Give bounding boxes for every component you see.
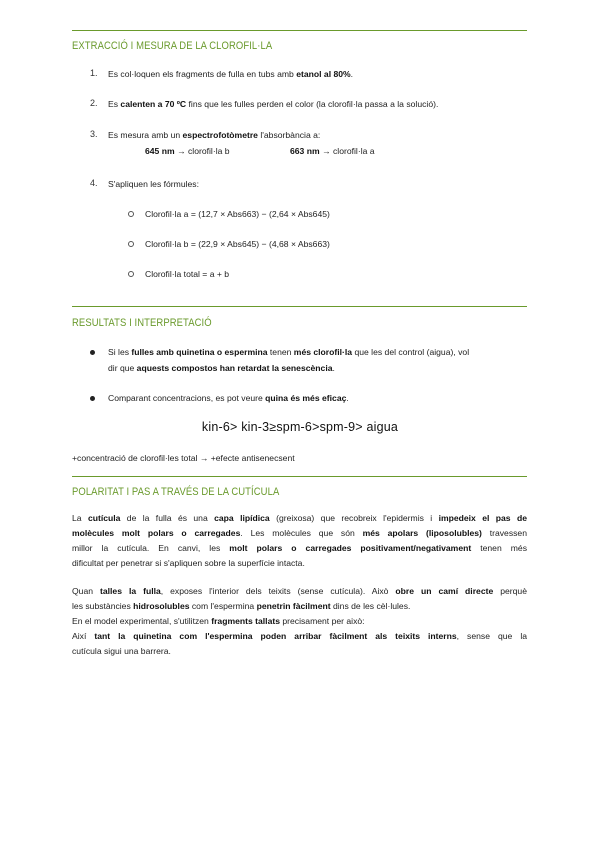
wavelength-663: 663 nm → clorofil·la a	[290, 146, 375, 156]
step-4-text: S'apliquen les fórmules:	[108, 179, 199, 189]
hollow-bullet-icon	[128, 271, 134, 277]
formula-chlorophyll-total: Clorofil·la total = a + b	[145, 269, 230, 279]
wavelength-645: 645 nm → clorofil·la b	[145, 146, 230, 156]
result-bullet-2: Comparant concentracions, es pot veure quina és més eficaç.	[108, 393, 349, 403]
formula-chlorophyll-a: Clorofil·la a = (12,7 × Abs663) − (2,64 × Abs645)	[145, 209, 330, 219]
paragraph-line: millor la cutícula. En canvi, les molt polars o carregades positivament/negativament tenen més	[72, 543, 527, 553]
step-number: 2.	[90, 98, 98, 108]
paragraph-line: dificultat per penetrar si s'apliquen sobre la superfície intacta.	[72, 558, 305, 568]
step-number: 1.	[90, 68, 98, 78]
hollow-bullet-icon	[128, 241, 134, 247]
paragraph-line: molècules molt polars o carregades. Les molècules que són més apolars (liposolubles) travessen	[72, 528, 527, 538]
section-heading-results: RESULTATS I INTERPRETACIÓ	[72, 317, 212, 329]
section-divider	[72, 306, 527, 307]
section-heading-extraction: EXTRACCIÓ I MESURA DE LA CLOROFIL·LA	[72, 40, 273, 52]
step-number: 4.	[90, 178, 98, 188]
paragraph-line: cutícula sigui una barrera.	[72, 646, 171, 656]
paragraph-line: les substàncies hidrosolubles com l'espermina penetrin fàcilment dins de les cèl·lules.	[72, 601, 411, 611]
result-bullet-1-line-2: dir que aquests compostos han retardat la senescència.	[108, 363, 335, 373]
paragraph-line: En el model experimental, s'utilitzen fragments tallats precisament per això:	[72, 616, 365, 626]
section-divider	[72, 30, 527, 31]
cut-leaf-paragraph	[72, 584, 527, 659]
formula-chlorophyll-b: Clorofil·la b = (22,9 × Abs645) − (4,68 × Abs663)	[145, 239, 330, 249]
cuticle-paragraph	[72, 511, 527, 571]
paragraph-line: Quan talles la fulla, exposes l'interior dels teixits (sense cutícula). Això obre un camí directe perquè	[72, 586, 527, 596]
step-number: 3.	[90, 129, 98, 139]
step-3-text: Es mesura amb un espectrofotòmetre l'absorbància a:	[108, 130, 321, 140]
step-1-text: Es col·loquen els fragments de fulla en tubs amb etanol al 80%.	[108, 69, 354, 79]
paragraph-line: La cutícula de la fulla és una capa lipídica (greixosa) que recobreix l'epidermis i impedeix el pas de	[72, 513, 527, 523]
bullet-icon	[90, 350, 95, 355]
hollow-bullet-icon	[128, 211, 134, 217]
concentration-note: +concentració de clorofil·les total → +efecte antisenecsent	[72, 453, 295, 463]
result-bullet-1-line-1: Si les fulles amb quinetina o espermina tenen més clorofil·la que les del control (aigua), vol	[108, 347, 470, 357]
step-2-text: Es calenten a 70 ºC fins que les fulles perden el color (la clorofil·la passa a la solució).	[108, 99, 439, 109]
section-divider	[72, 476, 527, 477]
bullet-icon	[90, 396, 95, 401]
paragraph-line: Així tant la quinetina com l'espermina poden arribar fàcilment als teixits interns, sense que la	[72, 631, 527, 641]
section-heading-polarity: POLARITAT I PAS A TRAVÉS DE LA CUTÍCULA	[72, 486, 280, 498]
efficacy-ranking: kin-6> kin-3≥spm-6>spm-9> aigua	[201, 420, 399, 434]
